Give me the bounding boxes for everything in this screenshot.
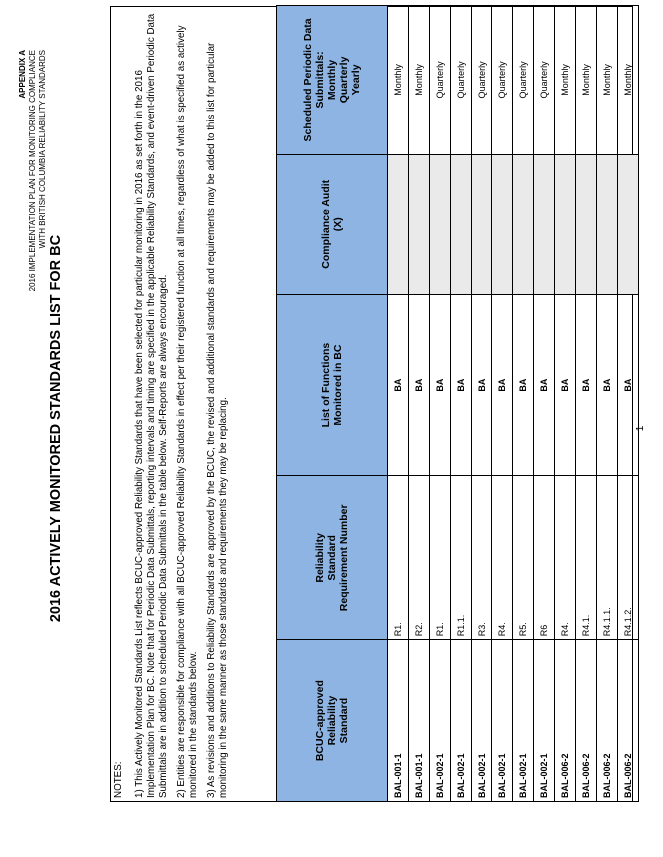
header-standard xyxy=(277,640,388,802)
header-line: BCUC-approved xyxy=(314,680,326,762)
cell-audit xyxy=(513,154,534,294)
cell-periodic: Monthly xyxy=(576,6,597,155)
cell-requirement: R4. xyxy=(555,476,576,640)
header-line: Submittals: xyxy=(314,51,326,109)
cell-requirement: R1. xyxy=(429,476,450,640)
cell-functions: BA xyxy=(555,294,576,476)
table-row xyxy=(555,6,576,802)
header-line: (X) xyxy=(332,217,344,232)
cell-periodic: Quarterly xyxy=(471,6,492,155)
cell-standard: BAL-002-1 xyxy=(471,640,492,802)
table-row xyxy=(576,6,597,802)
header-line: Standard xyxy=(326,535,338,581)
cell-periodic: Monthly xyxy=(596,6,617,155)
header-requirement xyxy=(277,476,388,640)
header-line: Reliability xyxy=(326,695,338,746)
cell-audit xyxy=(408,154,429,294)
table-row xyxy=(429,6,450,802)
cell-standard: BAL-002-1 xyxy=(429,640,450,802)
cell-functions: BA xyxy=(471,294,492,476)
cell-requirement: R4.1.2. xyxy=(617,476,638,640)
cell-periodic: Monthly xyxy=(555,6,576,155)
cell-requirement: R1. xyxy=(388,476,409,640)
header-line: Requirement Number xyxy=(338,504,350,612)
cell-standard: BAL-006-2 xyxy=(576,640,597,802)
cell-standard: BAL-006-2 xyxy=(555,640,576,802)
cell-audit xyxy=(429,154,450,294)
cell-periodic: Monthly xyxy=(388,6,409,155)
header-line: Yearly xyxy=(350,64,362,96)
cell-requirement: R2. xyxy=(408,476,429,640)
cell-standard: BAL-006-2 xyxy=(617,640,638,802)
cell-periodic: Quarterly xyxy=(534,6,555,155)
cell-periodic: Monthly xyxy=(408,6,429,155)
cell-periodic: Monthly xyxy=(617,6,638,155)
cell-functions: BA xyxy=(513,294,534,476)
header-periodic xyxy=(277,6,388,155)
cell-functions: BA xyxy=(534,294,555,476)
cell-periodic: Quarterly xyxy=(513,6,534,155)
notes-label: NOTES: xyxy=(113,761,124,798)
cell-requirement: R1.1. xyxy=(450,476,471,640)
cell-audit xyxy=(471,154,492,294)
cell-audit xyxy=(596,154,617,294)
header-functions xyxy=(277,294,388,476)
table-row xyxy=(450,6,471,802)
header-line: Monthly xyxy=(326,59,338,101)
page-title: 2016 ACTIVELY MONITORED STANDARDS LIST FOR BC xyxy=(48,234,64,623)
note-2: 2) Entities are responsible for compliance with all BCUC-approved Reliability Standards in effect per their registered function at all times, regardless of what is specified as actively monitored in the standards below. xyxy=(176,25,199,798)
note-3: 3) As revisions and additions to Reliability Standards are approved by the BCUC, the revised and additional standards and requirements may be added to this list for particular monitoring in the same manner as those standards and requirements they may be replacing. xyxy=(206,42,229,798)
cell-functions: BA xyxy=(429,294,450,476)
header-line: Reliability xyxy=(314,533,326,583)
table-header-row xyxy=(277,6,388,802)
note-1: 1) This Actively Monitored Standards List reflects BCUC-approved Reliability Standards that have been selected for particular monitoring in 2016 as set forth in the 2016 Implementation Plan for BC. Note that for Periodic Data Submittals, reporting intervals and timing are specified in the applicable Reliability Standards, and event-driven Periodic Data Submittals are in addition to scheduled Periodic Data Submittals in the table below. Self-Reports are always encouraged. xyxy=(134,13,169,798)
page-number: 1 xyxy=(635,425,646,432)
cell-periodic: Quarterly xyxy=(492,6,513,155)
table-row xyxy=(408,6,429,802)
cell-requirement: R4. xyxy=(492,476,513,640)
cell-standard: BAL-006-2 xyxy=(596,640,617,802)
notes-section xyxy=(113,12,236,798)
cell-functions: BA xyxy=(388,294,409,476)
header-line: Standard xyxy=(338,697,350,744)
cell-requirement: R6 xyxy=(534,476,555,640)
header-line: Monitored in BC xyxy=(332,344,344,426)
document-header xyxy=(18,50,48,291)
table-row xyxy=(492,6,513,802)
cell-audit xyxy=(555,154,576,294)
cell-requirement: R4.1.1. xyxy=(596,476,617,640)
cell-audit xyxy=(450,154,471,294)
table-row xyxy=(596,6,617,802)
table-row xyxy=(471,6,492,802)
cell-functions: BA xyxy=(596,294,617,476)
cell-standard: BAL-001-1 xyxy=(388,640,409,802)
header-audit xyxy=(277,154,388,294)
cell-functions: BA xyxy=(408,294,429,476)
content-frame xyxy=(110,6,633,802)
header-line: Quarterly xyxy=(338,56,350,104)
cell-periodic: Quarterly xyxy=(450,6,471,155)
cell-audit xyxy=(492,154,513,294)
cell-standard: BAL-001-1 xyxy=(408,640,429,802)
header-line-2: WITH BRITISH COLUMBIA RELIABILITY STANDARDS xyxy=(38,50,47,249)
cell-functions: BA xyxy=(617,294,638,476)
cell-audit xyxy=(388,154,409,294)
cell-standard: BAL-002-1 xyxy=(534,640,555,802)
table-row xyxy=(513,6,534,802)
cell-audit xyxy=(534,154,555,294)
cell-standard: BAL-002-1 xyxy=(513,640,534,802)
cell-requirement: R4.1. xyxy=(576,476,597,640)
cell-functions: BA xyxy=(576,294,597,476)
header-line: Scheduled Periodic Data xyxy=(302,18,314,142)
table-row xyxy=(388,6,409,802)
cell-functions: BA xyxy=(450,294,471,476)
header-line: Compliance Audit xyxy=(320,179,332,269)
cell-requirement: R5. xyxy=(513,476,534,640)
appendix-label: APPENDIX A xyxy=(18,50,27,99)
cell-functions: BA xyxy=(492,294,513,476)
cell-requirement: R3. xyxy=(471,476,492,640)
standards-table xyxy=(276,5,639,802)
header-line-1: 2016 IMPLEMENTATION PLAN FOR MONITORING COMPLIANCE xyxy=(28,50,37,292)
header-line: List of Functions xyxy=(320,342,332,428)
cell-standard: BAL-002-1 xyxy=(450,640,471,802)
cell-audit xyxy=(576,154,597,294)
table-row xyxy=(534,6,555,802)
cell-standard: BAL-002-1 xyxy=(492,640,513,802)
cell-periodic: Quarterly xyxy=(429,6,450,155)
